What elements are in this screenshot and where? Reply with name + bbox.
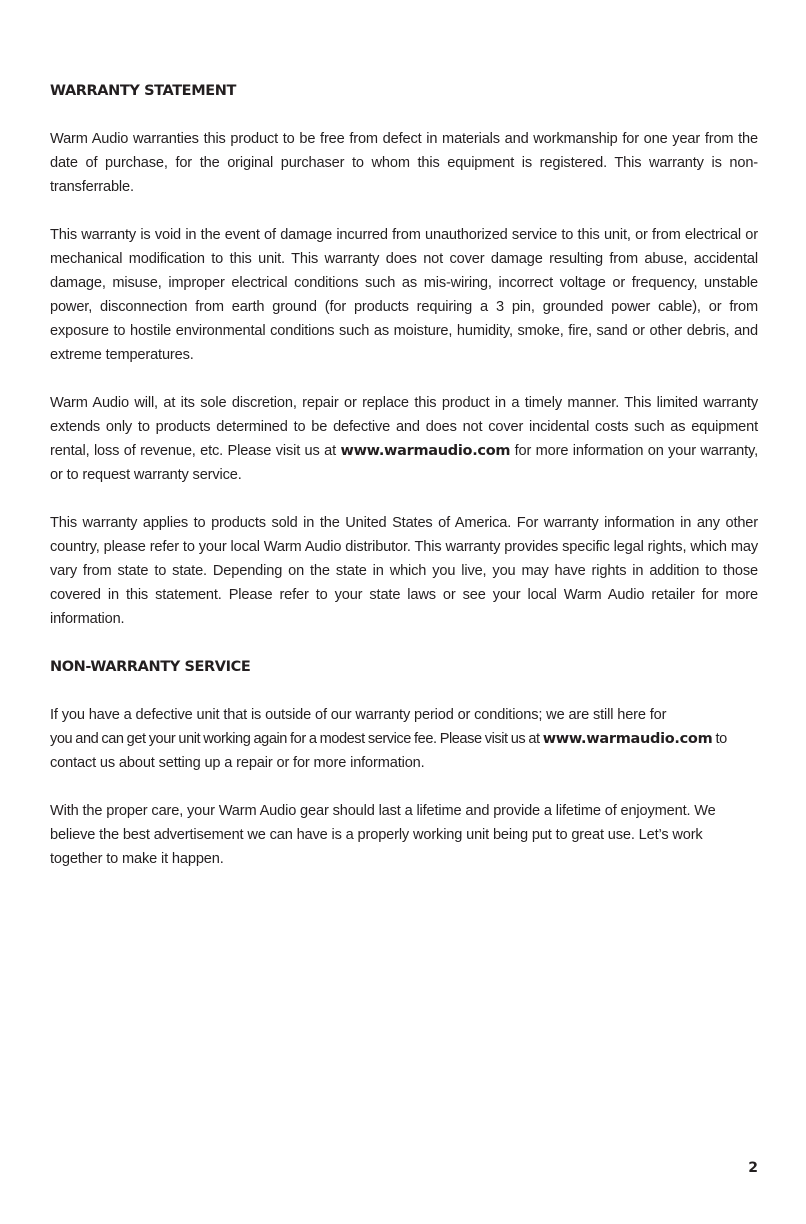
non-warranty-paragraph-service-fee: [50, 703, 758, 775]
non-warranty-paragraph-text: contact us about setting up a repair or for more information.: [50, 755, 425, 771]
warranty-paragraph-jurisdiction: This warranty applies to products sold in the United States of America. For warranty information in any other country, please refer to your local Warm Audio distributor. This warranty provides specific legal rights, which may vary from state to state. Depending on the state in which you live, you may have rights in addition to those covered in this statement. Please refer to your state laws or see your local Warm Audio retailer for more information.: [50, 515, 758, 627]
warranty-paragraph-coverage: Warm Audio warranties this product to be free from defect in materials and workmanship for one year from the date of purchase, for the original purchaser to whom this equipment is registered. This warranty is non-transferrable.: [50, 131, 758, 195]
spacer: [50, 775, 758, 799]
non-warranty-paragraph-text: If you have a defective unit that is outside of our warranty period or conditions; we are still here for: [50, 707, 667, 723]
warranty-statement-heading: WARRANTY STATEMENT: [50, 83, 236, 99]
spacer: [50, 199, 758, 223]
non-warranty-paragraph-closing: With the proper care, your Warm Audio gear should last a lifetime and provide a lifetime of enjoyment. We believe the best advertisement we can have is a properly working unit being put to great use. Let’s work together to make it happen.: [50, 803, 716, 867]
non-warranty-paragraph-text: you and can get your unit working again for a modest service fee. Please visit us at: [50, 731, 543, 747]
spacer: [50, 103, 758, 127]
document-page: [50, 79, 758, 871]
non-warranty-service-heading: NON-WARRANTY SERVICE: [50, 659, 251, 675]
warranty-paragraph-void-conditions: This warranty is void in the event of damage incurred from unauthorized service to this unit, or from electrical or mechanical modification to this unit. This warranty does not cover damage resulting from abuse, accidental damage, misuse, improper electrical conditions such as mis-wiring, incorrect voltage or frequency, unstable power, disconnection from earth ground (for products requiring a 3 pin, grounded power cable), or from exposure to hostile environmental conditions such as moisture, humidity, smoke, fire, sand or other debris, and extreme temperatures.: [50, 227, 758, 363]
warranty-paragraph-text: for more information on your warranty, or to request warranty service.: [50, 443, 758, 483]
spacer: [50, 487, 758, 511]
spacer: [50, 631, 758, 655]
warmaudio-website-link-2[interactable]: www.warmaudio.com: [542, 731, 713, 747]
warranty-paragraph-text: Warm Audio will, at its sole discretion, repair or replace this product in a timely manner. This limited warranty extends only to products determined to be defective and does not cover incidental costs such as equipment rental, loss of revenue, etc. Please visit us at: [50, 395, 758, 459]
page-number: 2: [748, 1160, 758, 1176]
spacer: [50, 367, 758, 391]
spacer: [50, 679, 758, 703]
warmaudio-website-link[interactable]: www.warmaudio.com: [340, 443, 511, 459]
non-warranty-paragraph-text: to: [712, 731, 727, 747]
warranty-paragraph-repair-replace: [50, 391, 758, 487]
